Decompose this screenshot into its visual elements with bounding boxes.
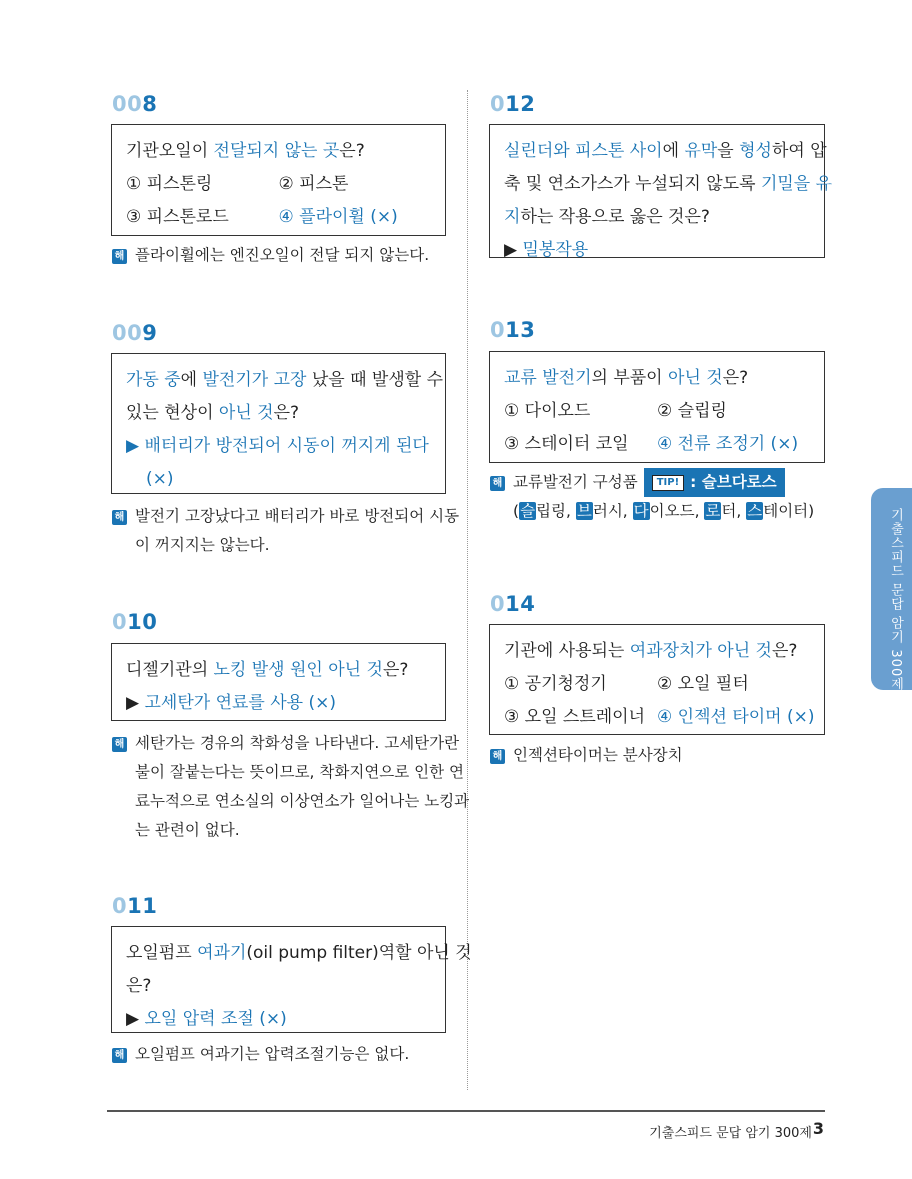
option-2: ② 슬립링 (657, 401, 727, 421)
explain-badge-icon: 해 (112, 249, 127, 264)
option-3: ③ 스테이터 코일 (504, 434, 629, 454)
question-box-013: 교류 발전기의 부품이 아닌 것은? ① 다이오드 ② 슬립링 ③ 스테이터 코일 ④ 전류 조정기 (×) (489, 351, 825, 463)
option-2: ② 피스톤 (278, 174, 349, 194)
option-4-answer: ④ 인젝션 타이머 (×) (657, 707, 815, 727)
explain-badge-icon: 해 (112, 737, 127, 752)
question-box-009: 가동 중에 발전기가 고장 났을 때 발생할 수 있는 현상이 아닌 것은? ▶ 배터리가 방전되어 시동이 꺼지게 된다 (×) (111, 353, 446, 494)
explanation-008: 해 플라이휠에는 엔진오일이 전달 되지 않는다. (112, 241, 429, 270)
footer-rule (107, 1110, 825, 1112)
question-box-014: 기관에 사용되는 여과장치가 아닌 것은? ① 공기청정기 ② 오일 필터 ③ 오일 스트레이너 ④ 인젝션 타이머 (×) (489, 624, 825, 735)
explanation-010: 해 세탄가는 경유의 착화성을 나타낸다. 고세탄가란 불이 잘붙는다는 뜻이므로, 착화지연으로 인한 연 료누적으로 연소실의 이상연소가 일어나는 노킹과 는 관련이 없다. (112, 729, 469, 845)
option-2: ② 오일 필터 (657, 674, 749, 694)
explanation-013: 해 교류발전기 구성품 TIP! : 슬브다로스 (슬립링, 브러시, 다이오드, 로터, 스테이터) (490, 468, 814, 526)
option-4-answer: ④ 전류 조정기 (×) (657, 434, 799, 454)
explanation-009: 해 발전기 고장났다고 배터리가 바로 방전되어 시동 이 꺼지지는 않는다. (112, 502, 459, 560)
answer: 밀봉작용 (522, 240, 589, 260)
explanation-011: 해 오일펌프 여과기는 압력조절기능은 없다. (112, 1040, 409, 1069)
option-1: ① 다이오드 (504, 401, 591, 421)
question-box-012: 실린더와 피스톤 사이에 유막을 형성하여 압 축 및 연소가스가 누설되지 않도록 기밀을 유 지하는 작용으로 옳은 것은? ▶ 밀봉작용 (489, 124, 825, 258)
explain-badge-icon: 해 (490, 749, 505, 764)
answer: 오일 압력 조절 (×) (144, 1009, 287, 1029)
tip-label: TIP! : 슬브다로스 (644, 468, 785, 497)
answer: 고세탄가 연료를 사용 (×) (144, 693, 337, 713)
option-1: ① 공기청정기 (504, 674, 607, 694)
tip-icon: TIP! (652, 475, 684, 491)
question-box-010: 디젤기관의 노킹 발생 원인 아닌 것은? ▶ 고세탄가 연료를 사용 (×) (111, 643, 446, 721)
answer-mark: (×) (146, 469, 174, 489)
mnemonic-line: (슬립링, 브러시, 다이오드, 로터, 스테이터) (513, 502, 815, 520)
option-4-answer: ④ 플라이휠 (×) (278, 207, 398, 227)
explain-badge-icon: 해 (112, 1048, 127, 1063)
column-divider (467, 90, 468, 1090)
side-tab (871, 488, 912, 690)
option-1: ① 피스톤링 (126, 174, 213, 194)
explain-badge-icon: 해 (112, 510, 127, 525)
question-box-008 (111, 124, 446, 236)
question-number-010: 010 (112, 610, 158, 634)
question-number-012: 012 (490, 92, 536, 116)
question-box-011: 오일펌프 여과기(oil pump filter)역할 아닌 것 은? ▶ 오일 압력 조절 (×) (111, 926, 446, 1033)
question-number-013: 013 (490, 318, 536, 342)
option-3: ③ 오일 스트레이너 (504, 707, 646, 727)
question-number-009: 009 (112, 321, 158, 345)
options-row-1 (126, 168, 431, 201)
answer: ▶ 배터리가 방전되어 시동이 꺼지게 된다 (126, 436, 429, 456)
page-number: 3 (812, 1119, 824, 1138)
question-number-008: 008 (112, 92, 158, 116)
option-3: ③ 피스톤로드 (126, 207, 229, 227)
footer-title: 기출스피드 문답 암기 300제 (649, 1126, 812, 1141)
question-number-014: 014 (490, 592, 536, 616)
explanation-014: 해 인젝션타이머는 분사장치 (490, 741, 683, 770)
question-number-011: 011 (112, 894, 158, 918)
explain-badge-icon: 해 (490, 476, 505, 491)
options-row-2 (126, 201, 431, 234)
side-tab-label: 기출스피드 문답 암기 300제 (888, 508, 903, 692)
question-text: 기관오일이 전달되지 않는 곳은? (126, 141, 365, 161)
